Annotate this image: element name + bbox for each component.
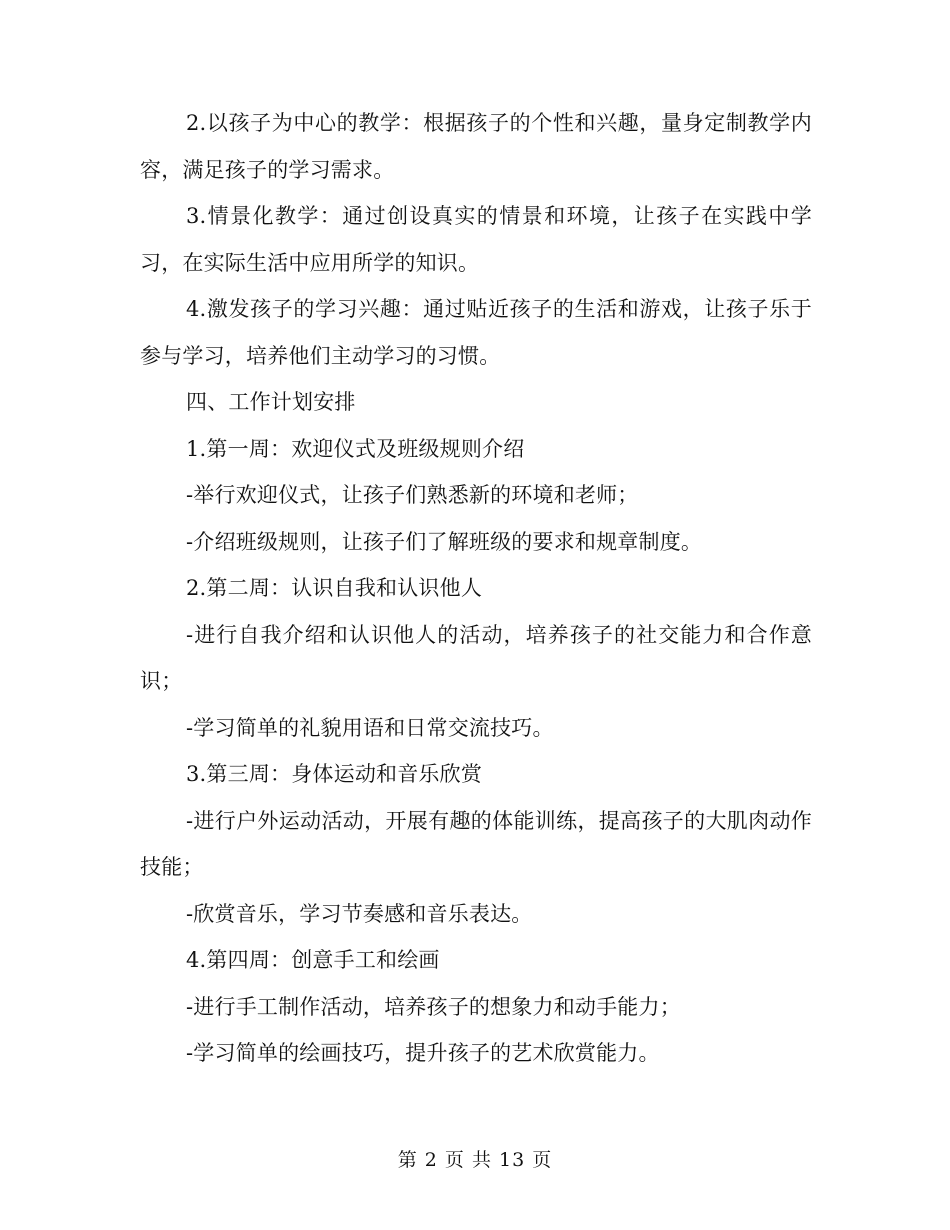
week-heading: 2.第二周：认识自我和认识他人 [186,576,483,600]
paragraph: 3.情景化教学：通过创设真实的情景和环境，让孩子在实践中学习，在实际生活中应用所学的知识。 [140,204,812,275]
paragraph: 2.以孩子为中心的教学：根据孩子的个性和兴趣，量身定制教学内容，满足孩子的学习需求。 [140,111,812,182]
list-item: -介绍班级规则，让孩子们了解班级的要求和规章制度。 [186,529,703,554]
list-item: -学习简单的绘画技巧，提升孩子的艺术欣赏能力。 [186,1041,660,1065]
list-item: -进行自我介绍和认识他人的活动，培养孩子的社交能力和合作意识； [140,622,812,693]
week-heading: 4.第四周：创意手工和绘画 [186,948,440,972]
week-heading: 1.第一周：欢迎仪式及班级规则介绍 [186,436,525,461]
list-item: -进行手工制作活动，培养孩子的想象力和动手能力； [186,994,681,1019]
list-item: -进行户外运动活动，开展有趣的体能训练，提高孩子的大肌肉动作技能； [140,808,812,879]
paragraph: 4.激发孩子的学习兴趣：通过贴近孩子的生活和游戏，让孩子乐于参与学习，培养他们主动学习的习惯。 [140,297,812,368]
document-body [140,100,812,1077]
list-item: -举行欢迎仪式，让孩子们熟悉新的环境和老师； [186,483,639,507]
list-item: -学习简单的礼貌用语和日常交流技巧。 [186,715,554,740]
section-heading: 四、工作计划安排 [186,390,356,414]
page-number-footer: 第 2 页 共 13 页 [397,1149,553,1171]
week-heading: 3.第三周：身体运动和音乐欣赏 [186,762,483,786]
list-item: -欣赏音乐，学习节奏感和音乐表达。 [186,901,533,926]
